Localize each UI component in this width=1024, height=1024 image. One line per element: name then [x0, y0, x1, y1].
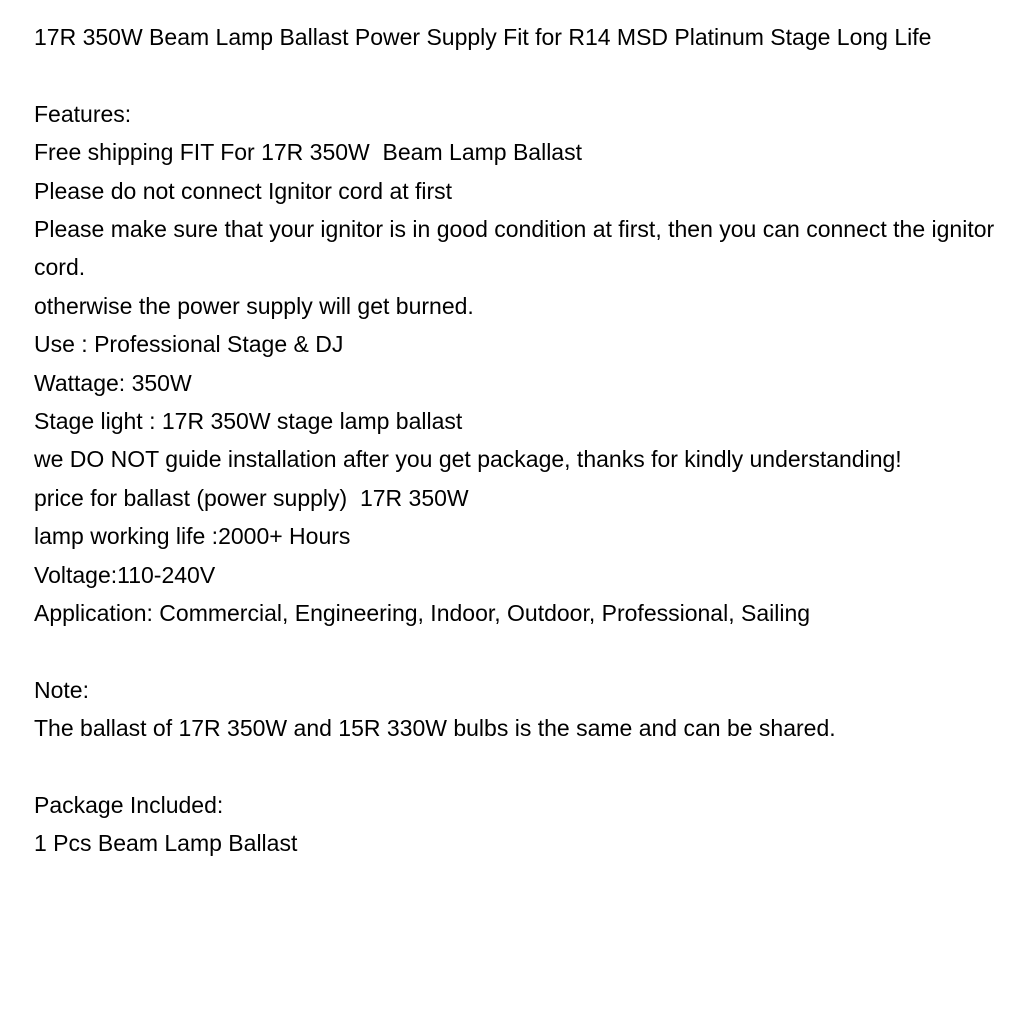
feature-line-wattage: Wattage: 350W: [34, 369, 192, 396]
feature-line-price: price for ballast (power supply) 17R 350W: [34, 484, 469, 511]
blank-line: [34, 56, 1016, 94]
note-line-shared-ballast: The ballast of 17R 350W and 15R 330W bulbs is the same and can be shared.: [34, 715, 836, 742]
product-title: 17R 350W Beam Lamp Ballast Power Supply Fit for R14 MSD Platinum Stage Long Life: [34, 24, 932, 50]
feature-line-voltage: Voltage:110-240V: [34, 561, 216, 588]
feature-line-no-guide: we DO NOT guide installation after you get package, thanks for kindly understanding!: [34, 446, 902, 473]
feature-line-use: Use : Professional Stage & DJ: [34, 331, 344, 358]
feature-line-burned: otherwise the power supply will get burned.: [34, 292, 474, 319]
note-heading: Note:: [34, 676, 89, 703]
feature-line-stage-light: Stage light : 17R 350W stage lamp ballast: [34, 408, 463, 435]
feature-line-application: Application: Commercial, Engineering, Indoor, Outdoor, Professional, Sailing: [34, 600, 811, 627]
feature-line-cord: cord.: [34, 254, 86, 281]
feature-line-ignitor-warning: Please do not connect Ignitor cord at first: [34, 177, 453, 204]
feature-line-lamp-life: lamp working life :2000+ Hours: [34, 523, 351, 550]
feature-line-ignitor-condition: Please make sure that your ignitor is in good condition at first, then you can connect the ignitor: [34, 216, 995, 243]
feature-line-shipping: Free shipping FIT For 17R 350W Beam Lamp Ballast: [34, 139, 582, 166]
blank-line: [34, 632, 1016, 670]
package-heading: Package Included:: [34, 792, 224, 819]
package-line-contents: 1 Pcs Beam Lamp Ballast: [34, 830, 298, 857]
features-heading: Features:: [34, 100, 132, 127]
blank-line: [34, 748, 1016, 786]
